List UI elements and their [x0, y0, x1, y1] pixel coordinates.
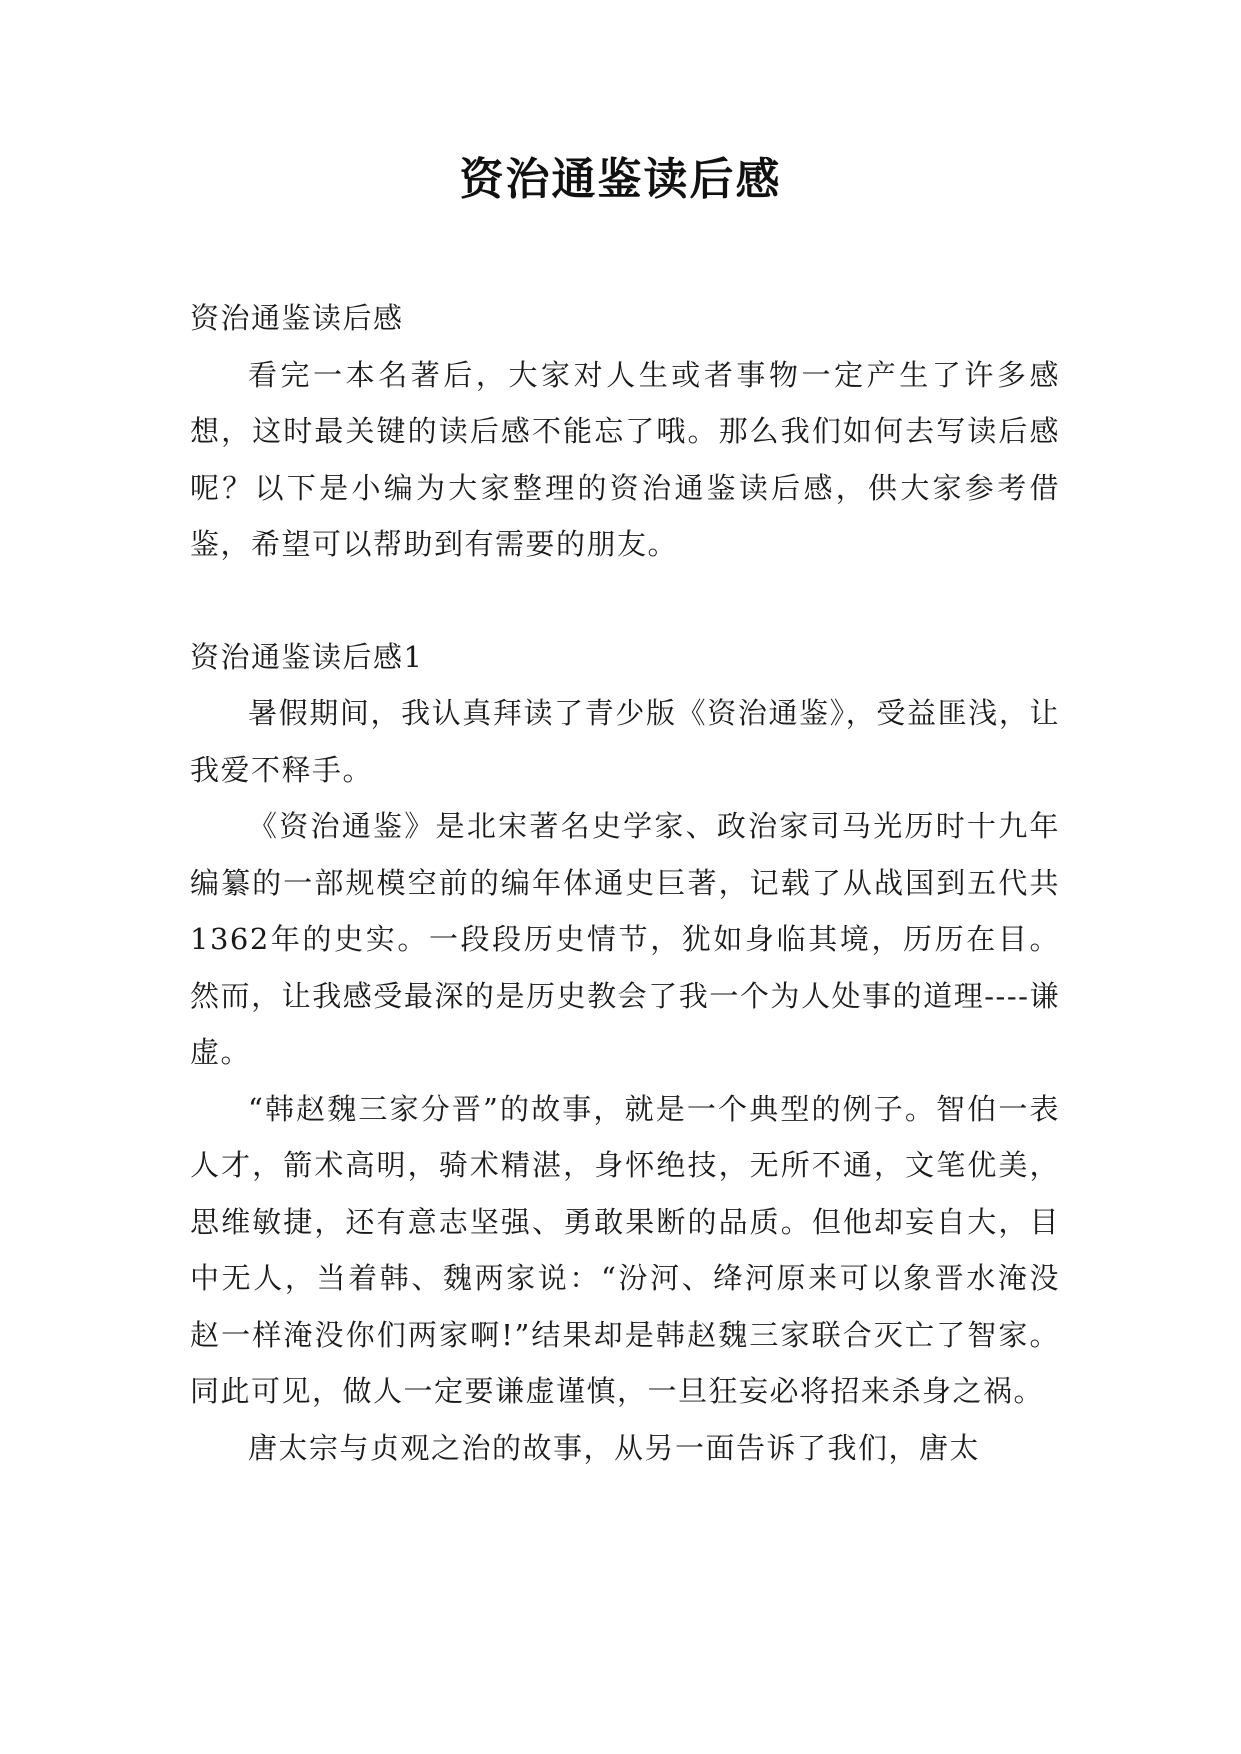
body-paragraph: 《资治通鉴》是北宋著名史学家、政治家司马光历时十九年编纂的一部规模空前的编年体通史巨著，记载了从战国到五代共1362年的史实。一段段历史情节，犹如身临其境，历历在目。然而，让我感受最深的是历史教会了我一个为人处事的道理----谦虚。 — [190, 809, 1060, 1069]
document-body — [190, 290, 1060, 1476]
body-paragraph: 唐太宗与贞观之治的故事，从另一面告诉了我们，唐太 — [248, 1430, 981, 1465]
body-paragraph: 暑假期间，我认真拜读了青少版《资治通鉴》，受益匪浅，让我爱不释手。 — [190, 696, 1060, 787]
intro-heading: 资治通鉴读后感 — [190, 301, 404, 335]
body-paragraph: “韩赵魏三家分晋”的故事，就是一个典型的例子。智伯一表人才，箭术高明，骑术精湛，身怀绝技，无所不通，文笔优美，思维敏捷，还有意志坚强、勇敢果断的品质。但他却妄自大，目中无人，当着韩、魏两家说：“汾河、绛河原来可以象晋水淹没赵一样淹没你们两家啊!”结果却是韩赵魏三家联合灭亡了智家。同此可见，做人一定要谦虚谨慎，一旦狂妄必将招来杀身之祸。 — [190, 1091, 1060, 1408]
intro-paragraph: 看完一本名著后，大家对人生或者事物一定产生了许多感想，这时最关键的读后感不能忘了哦。那么我们如何去写读后感呢？以下是小编为大家整理的资治通鉴读后感，供大家参考借鉴，希望可以帮助到有需要的朋友。 — [190, 357, 1060, 561]
section-spacer — [190, 573, 1060, 629]
document-title: 资治通鉴读后感 — [459, 154, 782, 205]
section-heading: 资治通鉴读后感1 — [190, 639, 424, 674]
